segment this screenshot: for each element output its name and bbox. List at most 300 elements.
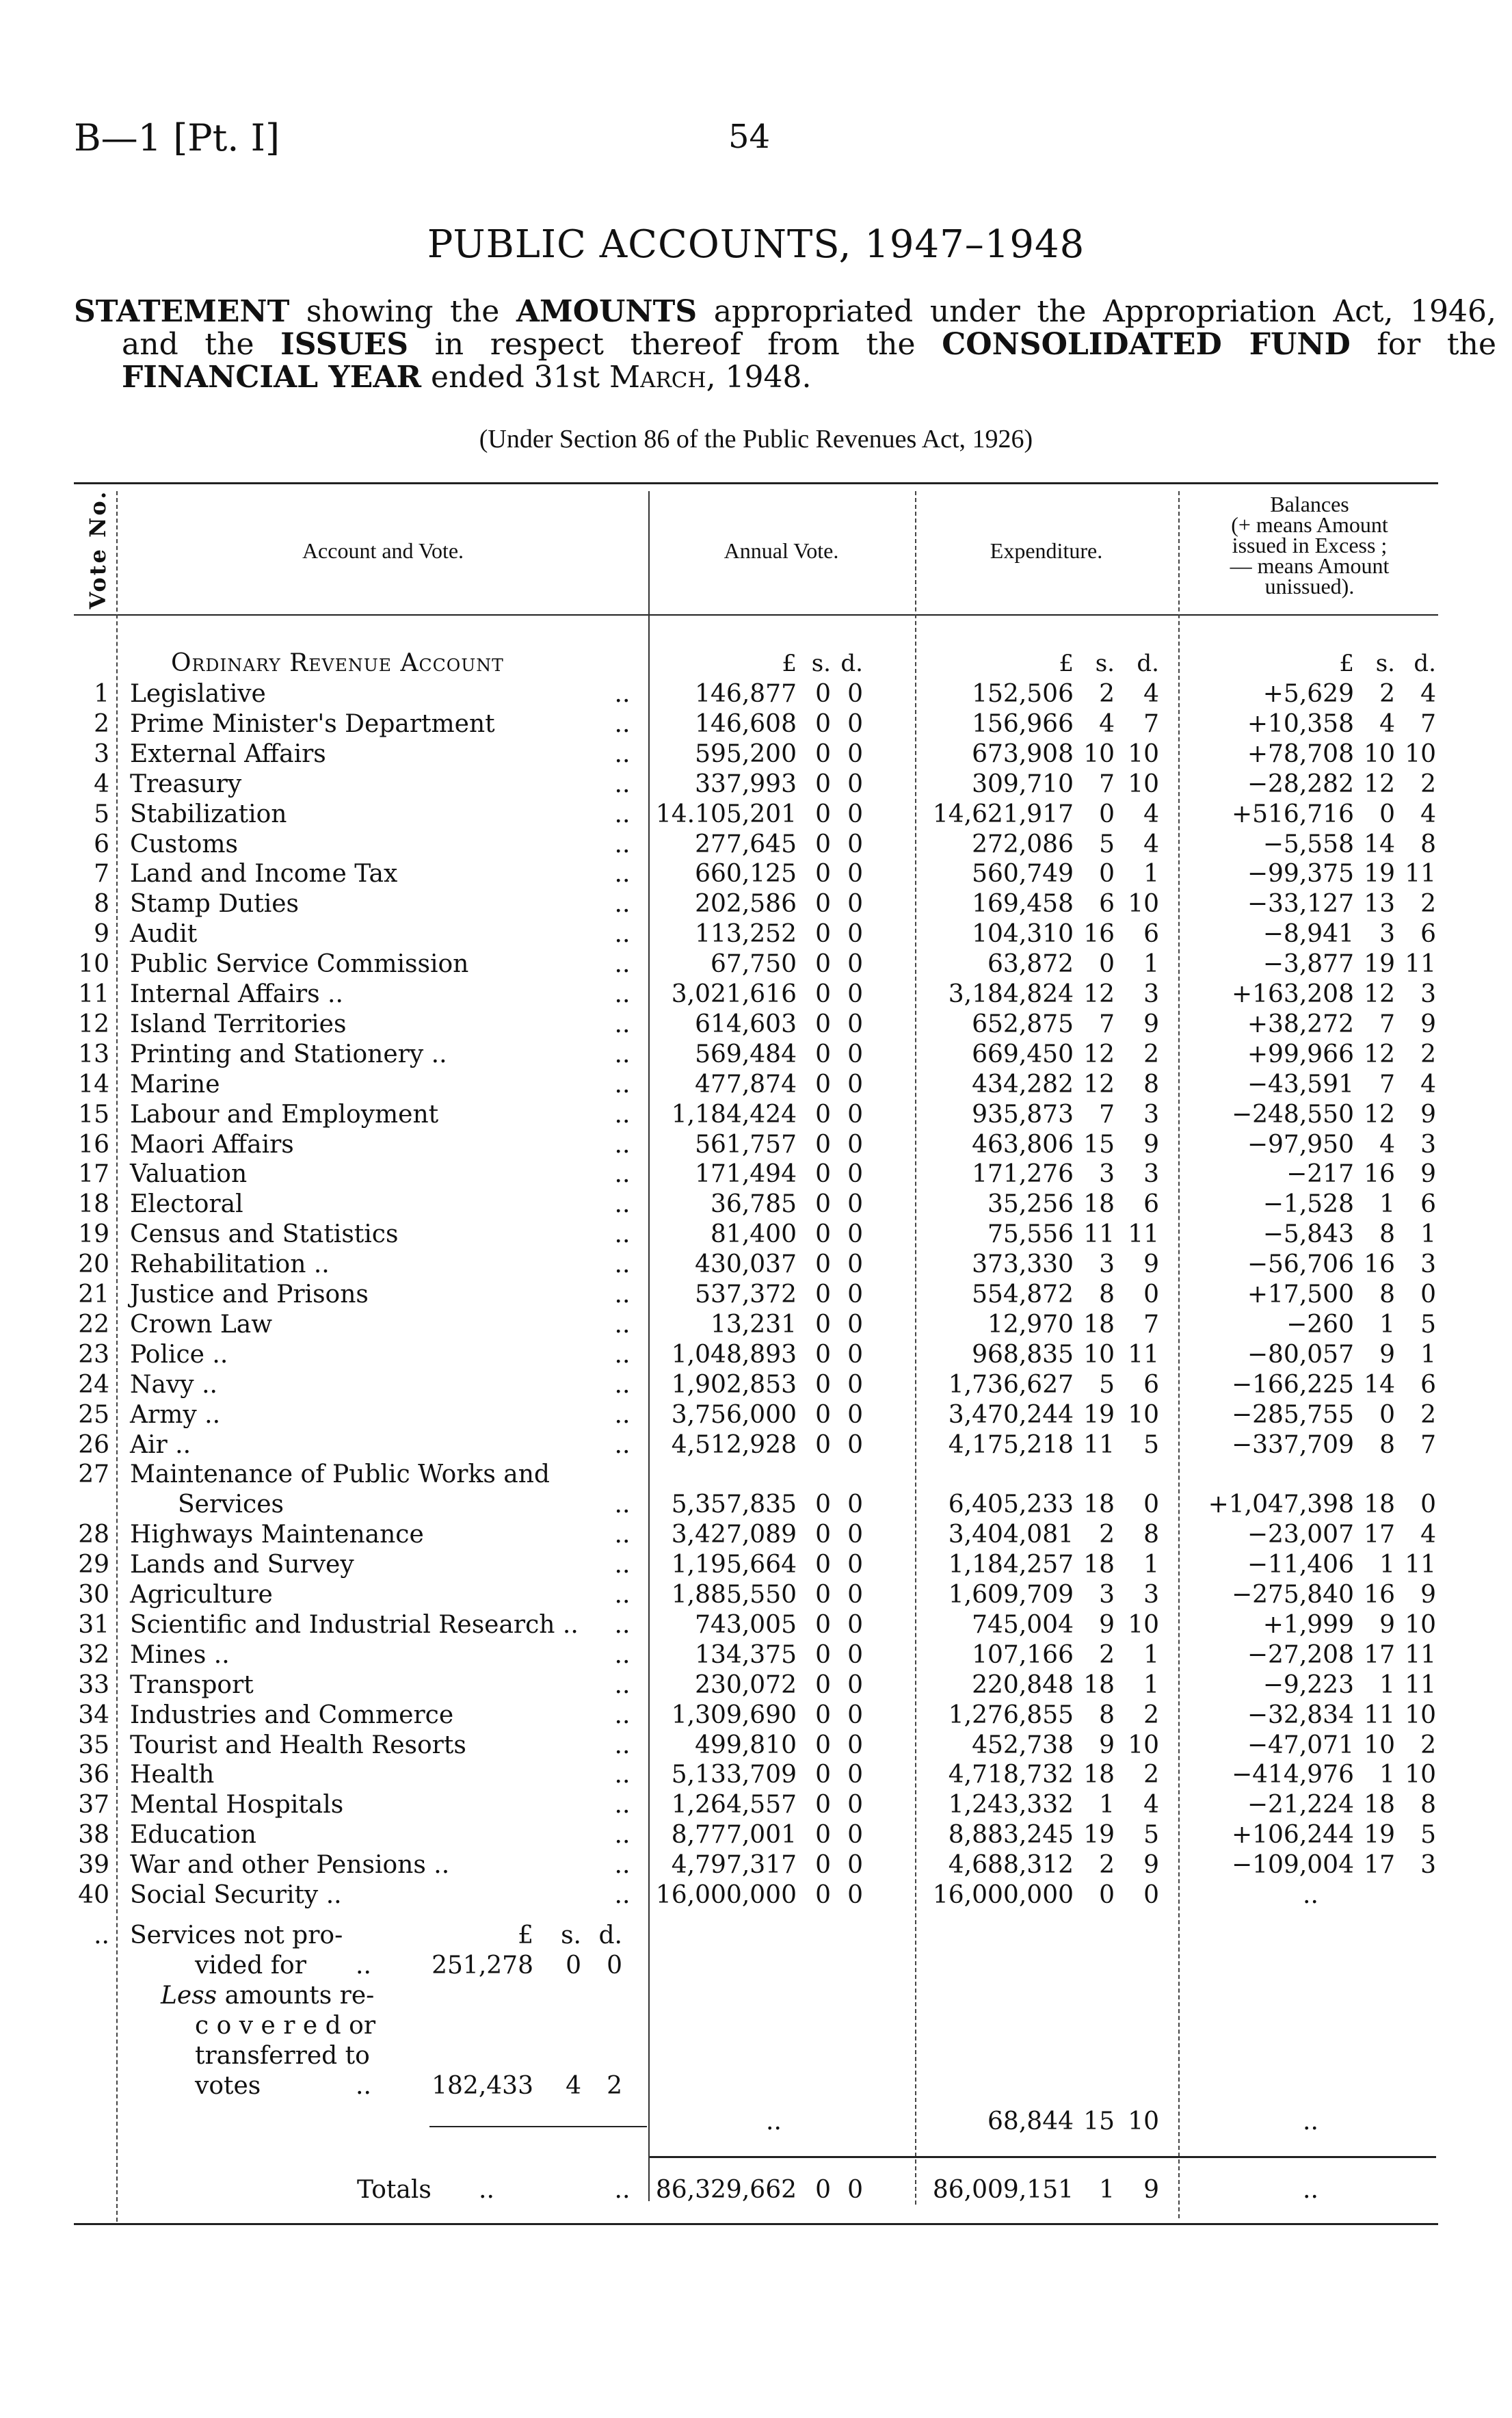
expenditure-pence: 7 [1143,709,1159,738]
annual-vote-shillings: 0 [815,1731,831,1759]
expenditure-pence: 8 [1143,1070,1159,1099]
expenditure-pence: 3 [1143,980,1159,1008]
balance-pounds: +78,708 [1247,739,1354,768]
balance-pounds: −11,406 [1247,1551,1354,1579]
expenditure-pounds: 1,184,257 [948,1551,1074,1579]
balance-pence: 9 [1420,1010,1436,1038]
leader-dots: .. [614,1881,631,1909]
page-number: 54 [728,118,771,156]
leader-dots: .. [614,1010,631,1038]
annual-vote-pounds: 4,512,928 [671,1430,797,1459]
vote-number: 23 [78,1340,109,1369]
expenditure-shillings: 12 [1083,1070,1115,1099]
expenditure-pence: 4 [1143,800,1159,828]
table-row [0,679,1512,709]
account-name: Scientific and Industrial Research .. [130,1610,579,1639]
account-name: Education [130,1821,256,1850]
balance-pence: 2 [1420,890,1436,919]
total-expenditure-pounds: 86,009,151 [932,2176,1074,2204]
annual-vote-pence: 0 [847,890,863,919]
vote-number: 20 [78,1250,109,1279]
balance-pence: 4 [1420,1521,1436,1549]
expenditure-shillings: 4 [1099,709,1115,738]
expenditure-pounds: 107,166 [972,1640,1074,1669]
annual-vote-pence: 0 [847,770,863,798]
expenditure-pence: 9 [1143,1250,1159,1279]
annual-vote-pence: 0 [847,1040,863,1068]
expenditure-pounds: 669,450 [972,1040,1074,1068]
annual-vote-pounds: 4,797,317 [671,1851,797,1880]
expenditure-pounds: 1,243,332 [948,1791,1074,1819]
vote-number: 12 [78,1010,109,1038]
statement-keyword: CONSOLIDATED FUND [942,327,1351,362]
expenditure-pence: 6 [1143,920,1159,949]
account-name: Internal Affairs .. [130,980,343,1008]
balance-pence: 3 [1420,980,1436,1008]
leader-dots: .. [614,890,631,919]
table-row [0,949,1512,980]
expenditure-pence: 6 [1143,1190,1159,1219]
balance-pence: 0 [1420,1490,1436,1519]
less-note: Less amounts re- [161,1982,375,2010]
balance-pence: 5 [1420,1821,1436,1850]
expenditure-shillings: 19 [1083,1400,1115,1429]
annual-vote-pence: 0 [847,1610,863,1639]
balance-pounds: −28,282 [1247,770,1354,798]
balance-pounds: +38,272 [1247,1010,1354,1038]
expenditure-pence: 11 [1128,1220,1159,1249]
vote-number: 19 [78,1220,109,1249]
balance-pounds: −21,224 [1247,1791,1354,1819]
leader-dots: .. [614,1731,631,1759]
vote-number: 13 [78,1040,109,1068]
leader-dots: .. [614,1700,631,1729]
annual-vote-shillings: 0 [815,1190,831,1219]
account-name: Navy .. [130,1370,217,1399]
expenditure-shillings: 11 [1083,1430,1115,1459]
annual-vote-pounds: 660,125 [695,860,797,889]
annual-vote-pounds: 3,021,616 [671,980,797,1008]
balance-pence: 2 [1420,1040,1436,1068]
expenditure-pence: 4 [1143,680,1159,708]
totals-label: Totals [357,2176,432,2204]
account-name: Mines .. [130,1640,230,1669]
statement-keyword: ISSUES [280,327,409,362]
balance-shillings: 14 [1364,830,1395,858]
annual-vote-pounds: 595,200 [695,739,797,768]
annual-vote-pounds: 113,252 [695,920,797,949]
balance-shillings: 12 [1364,770,1395,798]
balance-pounds: −217 [1286,1160,1354,1189]
expenditure-shillings: 6 [1099,890,1115,919]
expenditure-pence: 9 [1143,1130,1159,1159]
balance-pounds: −109,004 [1231,1851,1354,1880]
expenditure-pounds: 169,458 [972,890,1074,919]
annual-vote-pounds: 8,777,001 [671,1821,797,1850]
account-name: Army .. [130,1400,221,1429]
account-name: Transport [130,1670,254,1699]
expenditure-shillings: 2 [1099,1851,1115,1880]
balance-shillings: 19 [1364,1821,1395,1850]
expenditure-pence: 1 [1143,1551,1159,1579]
expenditure-shillings: 9 [1099,1731,1115,1759]
vote-number: 28 [78,1521,109,1549]
leader-dots: .. [614,1310,631,1339]
vote-number: 37 [78,1791,109,1819]
expenditure-pounds: 14,621,917 [932,800,1074,828]
balance-pounds: +99,966 [1247,1040,1354,1068]
balance-pence: 8 [1420,830,1436,858]
annual-vote-shillings: 0 [815,1761,831,1789]
unit-pence: d. [1137,650,1159,677]
annual-vote-pence: 0 [847,1761,863,1789]
balance-pence: 5 [1420,1310,1436,1339]
vote-number: 2 [94,709,109,738]
vote-number: 38 [78,1821,109,1850]
balance-pounds: −1,528 [1262,1190,1354,1219]
expenditure-pounds: 272,086 [972,830,1074,858]
balance-shillings: 17 [1364,1521,1395,1549]
vote-number: 39 [78,1851,109,1880]
account-name: Census and Statistics [130,1220,399,1249]
expenditure-pence: 10 [1128,1400,1159,1429]
annual-vote-pence: 0 [847,1791,863,1819]
annual-vote-pence: 0 [847,830,863,858]
table-row [0,980,1512,1010]
table-row [0,889,1512,919]
table-row [0,1190,1512,1220]
balance-shillings: 12 [1364,1100,1395,1129]
balance-pence: 4 [1420,800,1436,828]
account-name: Stamp Duties [130,890,300,919]
account-name: Labour and Employment [130,1100,439,1129]
account-name: Prime Minister's Department [130,709,495,738]
expenditure-shillings: 11 [1083,1220,1115,1249]
table-row [0,919,1512,949]
table-row [0,1250,1512,1280]
leader-dots: .. [614,1821,631,1850]
annual-vote-shillings: 0 [815,1430,831,1459]
leader-dots: .. [614,1160,631,1189]
annual-vote-pence: 0 [847,1310,863,1339]
vote-number: 16 [78,1130,109,1159]
expenditure-pence: 10 [1128,1610,1159,1639]
expenditure-shillings: 15 [1083,2107,1115,2136]
leader-dots: .. [479,2176,494,2204]
expenditure-shillings: 0 [1099,800,1115,828]
expenditure-pence: 2 [1143,1700,1159,1729]
annual-vote-pence: 0 [847,1490,863,1519]
annual-vote-pence: 0 [847,1370,863,1399]
annual-vote-pounds: 1,195,664 [671,1551,797,1579]
expenditure-shillings: 2 [1099,1521,1115,1549]
annual-vote-shillings: 0 [815,800,831,828]
amount-pounds: 182,433 [432,2072,533,2100]
annual-vote-pence: 0 [847,1881,863,1909]
amount-pounds: 251,278 [432,1952,533,1980]
unit-pounds: £ [1339,650,1354,677]
table-row [0,1790,1512,1820]
expenditure-pounds: 309,710 [972,770,1074,798]
annual-vote-pence: 0 [847,1190,863,1219]
annual-vote-shillings: 0 [815,739,831,768]
expenditure-pounds: 1,736,627 [948,1370,1074,1399]
annual-vote-shillings: 0 [815,709,831,738]
balance-empty: .. [1303,1881,1318,1909]
leader-dots: .. [614,1280,631,1309]
balance-pence: 1 [1420,1340,1436,1369]
account-name: Valuation [130,1160,248,1189]
expenditure-pence: 0 [1143,1280,1159,1309]
page-title: PUBLIC ACCOUNTS, 1947–1948 [427,222,1085,267]
account-name: Mental Hospitals [130,1791,344,1819]
balance-pence: 10 [1405,1761,1436,1789]
balance-shillings: 16 [1364,1160,1395,1189]
leader-dots: .. [614,1551,631,1579]
expenditure-pence: 4 [1143,830,1159,858]
leader-dots: .. [614,1370,631,1399]
total-balance: .. [1303,2176,1318,2204]
account-name: Legislative [130,680,266,708]
header-annual-vote: Annual Vote. [724,538,839,563]
section-title: Ordinary Revenue Account [171,649,504,677]
annual-vote-pounds: 202,586 [695,890,797,919]
vote-number: 15 [78,1100,109,1129]
annual-vote-pounds: 67,750 [711,950,797,979]
account-name: Air .. [130,1430,191,1459]
annual-vote-pence: 0 [847,1731,863,1759]
annual-vote-pounds: 146,608 [695,709,797,738]
expenditure-pounds: 745,004 [972,1610,1074,1639]
unit-pounds: £ [518,1921,533,1949]
expenditure-pence: 8 [1143,1521,1159,1549]
balance-shillings: 19 [1364,950,1395,979]
leader-dots: .. [614,1100,631,1129]
balance-pounds: +106,244 [1231,1821,1354,1850]
expenditure-pounds: 8,883,245 [948,1821,1074,1850]
vote-number: 17 [78,1160,109,1189]
balance-shillings: 12 [1364,1040,1395,1068]
table-row [0,1610,1512,1640]
balance-pence: 9 [1420,1100,1436,1129]
expenditure-pounds: 75,556 [987,1220,1074,1249]
annual-vote-pounds: 477,874 [695,1070,797,1099]
table-row [0,739,1512,770]
expenditure-shillings: 5 [1099,830,1115,858]
balance-pence: 6 [1420,1370,1436,1399]
annual-vote-pence: 0 [847,1220,863,1249]
statement-keyword: STATEMENT [74,294,290,329]
header-expenditure: Expenditure. [990,538,1103,563]
annual-vote-shillings: 0 [815,1010,831,1038]
expenditure-pounds: 220,848 [972,1670,1074,1699]
header-bottom-rule [74,614,1438,616]
balance-shillings: 8 [1379,1220,1395,1249]
annual-vote-shillings: 0 [815,980,831,1008]
annual-vote-pounds: 3,427,089 [671,1521,797,1549]
balance-shillings: 10 [1364,739,1395,768]
expenditure-shillings: 15 [1083,1130,1115,1159]
leader-dots: .. [614,2176,631,2204]
expenditure-pence: 2 [1143,1761,1159,1789]
expenditure-shillings: 8 [1099,1280,1115,1309]
balance-pounds: +5,629 [1262,680,1354,708]
table-top-rule [74,482,1438,484]
leader-dots: .. [614,1040,631,1068]
annual-vote-shillings: 0 [815,1160,831,1189]
account-name: Agriculture [130,1581,273,1609]
annual-vote-shillings: 0 [815,1280,831,1309]
balance-shillings: 13 [1364,890,1395,919]
account-name: Crown Law [130,1310,273,1339]
account-name: Maori Affairs [130,1130,294,1159]
annual-vote-shillings: 0 [815,1400,831,1429]
expenditure-pounds: 3,184,824 [948,980,1074,1008]
annual-vote-pence: 0 [847,1521,863,1549]
annual-vote-pounds: 171,494 [695,1160,797,1189]
balance-pence: 7 [1420,709,1436,738]
annual-vote-pounds: 561,757 [695,1130,797,1159]
balance-shillings: 8 [1379,1430,1395,1459]
account-name: Police .. [130,1340,228,1369]
balance-pence: 4 [1420,680,1436,708]
vote-number: 9 [94,920,109,949]
balance-shillings: 4 [1379,709,1395,738]
balance-pounds: −8,941 [1262,920,1354,949]
section-header-row [0,648,1512,679]
balance-pounds: −43,591 [1247,1070,1354,1099]
annual-vote-pence: 0 [847,1700,863,1729]
balance-pounds: −337,709 [1231,1430,1354,1459]
table-row [0,709,1512,739]
leader-dots: .. [614,920,631,949]
total-annual-vote-shillings: 0 [815,2176,831,2204]
amount-shillings: 0 [566,1952,581,1980]
balance-shillings: 7 [1379,1010,1395,1038]
expenditure-pounds: 452,738 [972,1731,1074,1759]
vote-number: 31 [78,1610,109,1639]
unit-shillings: s. [1375,650,1395,677]
unit-pence: d. [1414,650,1436,677]
leader-dots: .. [614,709,631,738]
annual-vote-pence: 0 [847,1340,863,1369]
annual-vote-pounds: 569,484 [695,1040,797,1068]
annual-vote-pounds: 230,072 [695,1670,797,1699]
unit-shillings: s. [561,1921,581,1949]
expenditure-pounds: 373,330 [972,1250,1074,1279]
less-note-continued: votes [195,2072,261,2100]
expenditure-pence: 1 [1143,950,1159,979]
annual-vote-pounds: 337,993 [695,770,797,798]
table-row [0,1280,1512,1310]
expenditure-pence: 1 [1143,1640,1159,1669]
expenditure-shillings: 1 [1099,1791,1115,1819]
annual-vote-pence: 0 [847,860,863,889]
balance-shillings: 1 [1379,1670,1395,1699]
balance-pence: 3 [1420,1130,1436,1159]
balance-pounds: +10,358 [1247,709,1354,738]
annual-vote-shillings: 0 [815,1821,831,1850]
account-name-continued: vided for [195,1952,306,1980]
annual-vote-shillings: 0 [815,1521,831,1549]
total-annual-vote-pence: 0 [847,2176,863,2204]
balance-shillings: 19 [1364,860,1395,889]
annual-vote-shillings: 0 [815,1791,831,1819]
account-name-continued: Services [178,1490,284,1519]
balance-shillings: 7 [1379,1070,1395,1099]
balance-empty: .. [1303,2107,1318,2136]
account-name: Marine [130,1070,220,1099]
table-row [0,1310,1512,1340]
leader-dots: .. [356,2072,371,2100]
statement-description: STATEMENT showing the AMOUNTS appropriated under the Appropriation Act, 1946, and the ISSUES in respect thereof from the CONSOLIDATED FUND for the FINANCIAL YEAR ended 31st March, 1948. [74,294,1496,395]
table-row [0,1700,1512,1731]
balance-pence: 9 [1420,1581,1436,1609]
balance-pence: 3 [1420,1851,1436,1880]
vote-number: 26 [78,1430,109,1459]
vote-number: .. [94,1921,109,1949]
vote-number: 27 [78,1460,109,1489]
vote-number: 6 [94,830,109,858]
balance-pence: 3 [1420,1250,1436,1279]
annual-vote-pence: 0 [847,1821,863,1850]
expenditure-pounds: 673,908 [972,739,1074,768]
balance-pence: 1 [1420,1220,1436,1249]
leader-dots: .. [614,800,631,828]
expenditure-pounds: 12,970 [987,1310,1074,1339]
account-name: Health [130,1761,215,1789]
table-row [0,1460,1512,1490]
account-name: Social Security .. [130,1881,342,1909]
expenditure-pounds: 104,310 [972,920,1074,949]
table-row [0,1070,1512,1100]
balance-pounds: −166,225 [1231,1370,1354,1399]
annual-vote-pounds: 1,264,557 [671,1791,797,1819]
annual-vote-pounds: 13,231 [711,1310,797,1339]
table-row [0,770,1512,800]
account-name: Industries and Commerce [130,1700,454,1729]
vote-number: 36 [78,1761,109,1789]
balance-shillings: 11 [1364,1700,1395,1729]
annual-vote-shillings: 0 [815,1551,831,1579]
annual-vote-pence: 0 [847,1670,863,1699]
expenditure-pence: 4 [1143,1791,1159,1819]
total-expenditure-shillings: 1 [1099,2176,1115,2204]
annual-vote-empty: .. [766,2107,782,2136]
table-row [0,1340,1512,1370]
amount-shillings: 4 [566,2072,581,2100]
leader-dots: .. [614,1250,631,1279]
balance-pounds: −5,558 [1262,830,1354,858]
annual-vote-pence: 0 [847,1851,863,1880]
leader-dots: .. [614,1640,631,1669]
balance-pounds: −27,208 [1247,1640,1354,1669]
table-row [0,1670,1512,1700]
balance-pence: 6 [1420,1190,1436,1219]
account-name: Treasury [130,770,242,798]
annual-vote-shillings: 0 [815,1250,831,1279]
expenditure-pence: 7 [1143,1310,1159,1339]
annual-vote-pence: 0 [847,1400,863,1429]
table-row [0,1520,1512,1550]
balance-pence: 6 [1420,920,1436,949]
balance-pounds: −414,976 [1231,1761,1354,1789]
vote-number: 5 [94,800,109,828]
vote-number: 8 [94,890,109,919]
balance-shillings: 1 [1379,1761,1395,1789]
annual-vote-shillings: 0 [815,680,831,708]
expenditure-pence: 3 [1143,1160,1159,1189]
